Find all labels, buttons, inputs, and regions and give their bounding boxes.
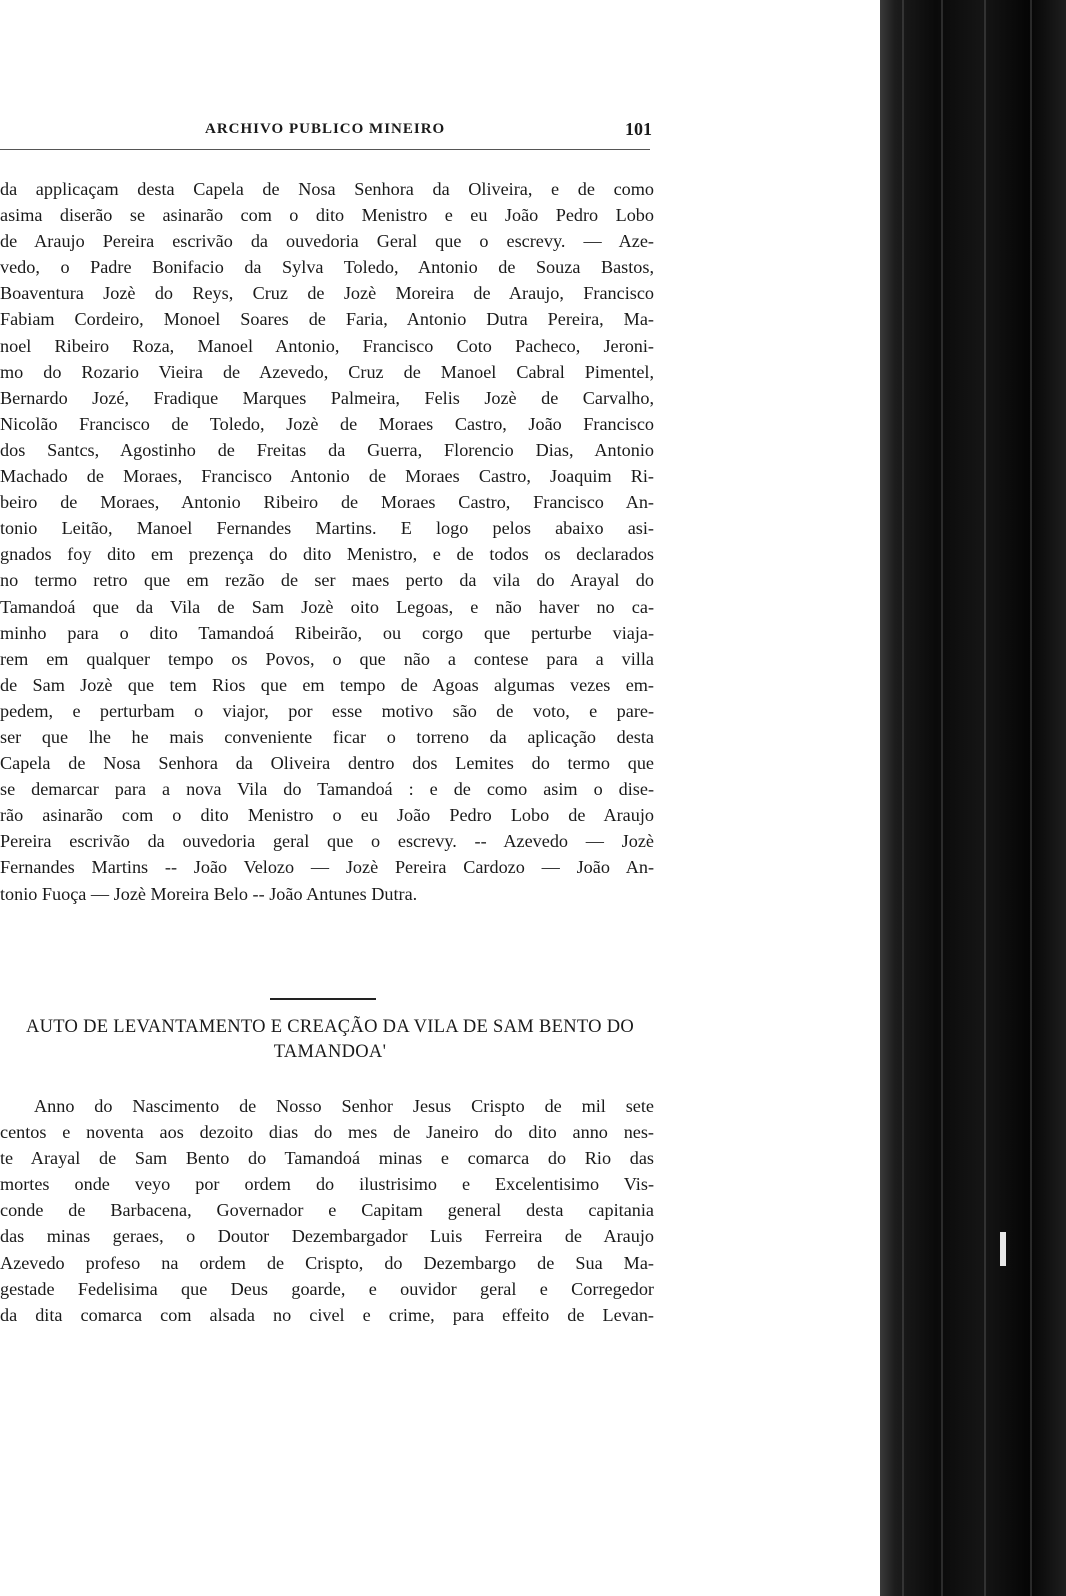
binding-streak xyxy=(984,0,986,1596)
text-line: se demarcar para a nova Vila do Tamandoá : e de como asim o dise- xyxy=(0,779,654,800)
text-line: Nicolão Francisco de Toledo, Jozè de Moraes Castro, João Francisco xyxy=(0,413,654,434)
text-line: tonio Leitão, Manoel Fernandes Martins. E logo pelos abaixo asi- xyxy=(0,518,654,539)
text-line: Pereira escrivão da ouvedoria geral que o escrevy. -- Azevedo — Jozè xyxy=(0,831,654,852)
text-line: gestade Fedelisima que Deus goarde, e ouvidor geral e Corregedor xyxy=(0,1278,654,1299)
binding-streak xyxy=(941,0,943,1596)
text-line: beiro de Moraes, Antonio Ribeiro de Moraes Castro, Francisco An- xyxy=(0,492,654,513)
text-line: gnados foy dito em prezença do dito Menistro, e de todos os declarados xyxy=(0,544,654,565)
text-line: rão asinarão com o dito Menistro o eu João Pedro Lobo de Araujo xyxy=(0,805,654,826)
body-paragraph xyxy=(0,176,654,907)
text-line: ser que lhe he mais conveniente ficar o torreno da aplicação desta xyxy=(0,726,654,747)
binding-streak xyxy=(1030,0,1032,1596)
book-binding-edge xyxy=(880,0,1066,1596)
text-line: conde de Barbacena, Governador e Capitam general desta capitania xyxy=(0,1200,654,1221)
text-line: Tamandoá que da Vila de Sam Jozè oito Legoas, e não haver no ca- xyxy=(0,596,654,617)
binding-streak xyxy=(902,0,904,1596)
text-line: de Sam Jozè que tem Rios que em tempo de Agoas algumas vezes em- xyxy=(0,674,654,695)
text-line: da applicaçam desta Capela de Nosa Senhora da Oliveira, e de como xyxy=(0,179,654,199)
text-line: das minas geraes, o Doutor Dezembargador Luis Ferreira de Araujo xyxy=(0,1226,654,1247)
text-line: Fernandes Martins -- João Velozo — Jozè Pereira Cardozo — João An- xyxy=(0,857,654,878)
text-line: Capela de Nosa Senhora da Oliveira dentro dos Lemites do termo que xyxy=(0,753,654,774)
text-line: Fabiam Cordeiro, Monoel Soares de Faria, Antonio Dutra Pereira, Ma- xyxy=(0,309,654,330)
running-head xyxy=(0,121,660,145)
text-line: da dita comarca com alsada no civel e crime, para effeito de Levan- xyxy=(0,1304,654,1325)
text-line: minho para o dito Tamandoá Ribeirão, ou corgo que perturbe viaja- xyxy=(0,622,654,643)
text-line: Anno do Nascimento de Nosso Senhor Jesus Crispto de mil sete xyxy=(34,1096,654,1116)
text-line: Boaventura Jozè do Reys, Cruz de Jozè Moreira de Araujo, Francisco xyxy=(0,283,654,304)
page-number: 101 xyxy=(625,119,652,139)
text-line: vedo, o Padre Bonifacio da Sylva Toledo, Antonio de Souza Bastos, xyxy=(0,257,654,278)
text-line: asima diserão se asinarão com o dito Menistro e eu João Pedro Lobo xyxy=(0,205,654,226)
text-line: tonio Fuoça — Jozè Moreira Belo -- João Antunes Dutra. xyxy=(0,883,418,904)
header-rule xyxy=(0,149,650,150)
text-line: dos Santcs, Agostinho de Freitas da Guerra, Florencio Dias, Antonio xyxy=(0,439,654,460)
section-separator xyxy=(270,998,376,1000)
text-line: mo do Rozario Vieira de Azevedo, Cruz de Manoel Cabral Pimentel, xyxy=(0,361,654,382)
text-line: Bernardo Jozé, Fradique Marques Palmeira, Felis Jozè de Carvalho, xyxy=(0,387,654,408)
text-line: centos e noventa aos dezoito dias do mes de Janeiro do dito anno nes- xyxy=(0,1122,654,1143)
running-title: ARCHIVO PUBLICO MINEIRO xyxy=(205,121,446,137)
section-paragraph xyxy=(0,1093,654,1328)
text-line: rem em qualquer tempo os Povos, o que não a contese para a villa xyxy=(0,648,654,669)
text-line: te Arayal de Sam Bento do Tamandoá minas e comarca do Rio das xyxy=(0,1148,654,1169)
binding-mark xyxy=(1000,1232,1006,1266)
section-heading-line: AUTO DE LEVANTAMENTO E CREAÇÃO DA VILA DE SAM BENTO DO xyxy=(25,1017,635,1037)
section-heading xyxy=(0,1015,660,1065)
section-heading-line: TAMANDOA' xyxy=(273,1042,387,1062)
text-line: de Araujo Pereira escrivão da ouvedoria Geral que o escrevy. — Aze- xyxy=(0,231,654,252)
text-line: Machado de Moraes, Francisco Antonio de Moraes Castro, Joaquim Ri- xyxy=(0,466,654,487)
text-line: noel Ribeiro Roza, Manoel Antonio, Francisco Coto Pacheco, Jeroni- xyxy=(0,335,654,356)
text-line: Azevedo profeso na ordem de Crispto, do Dezembargo de Sua Ma- xyxy=(0,1252,654,1273)
text-line: mortes onde veyo por ordem do ilustrisimo e Excelentisimo Vis- xyxy=(0,1174,654,1195)
text-line: pedem, e perturbam o viajor, por esse motivo são de voto, e pare- xyxy=(0,700,654,721)
text-line: no termo retro que em rezão de ser maes perto da vila do Arayal do xyxy=(0,570,654,591)
